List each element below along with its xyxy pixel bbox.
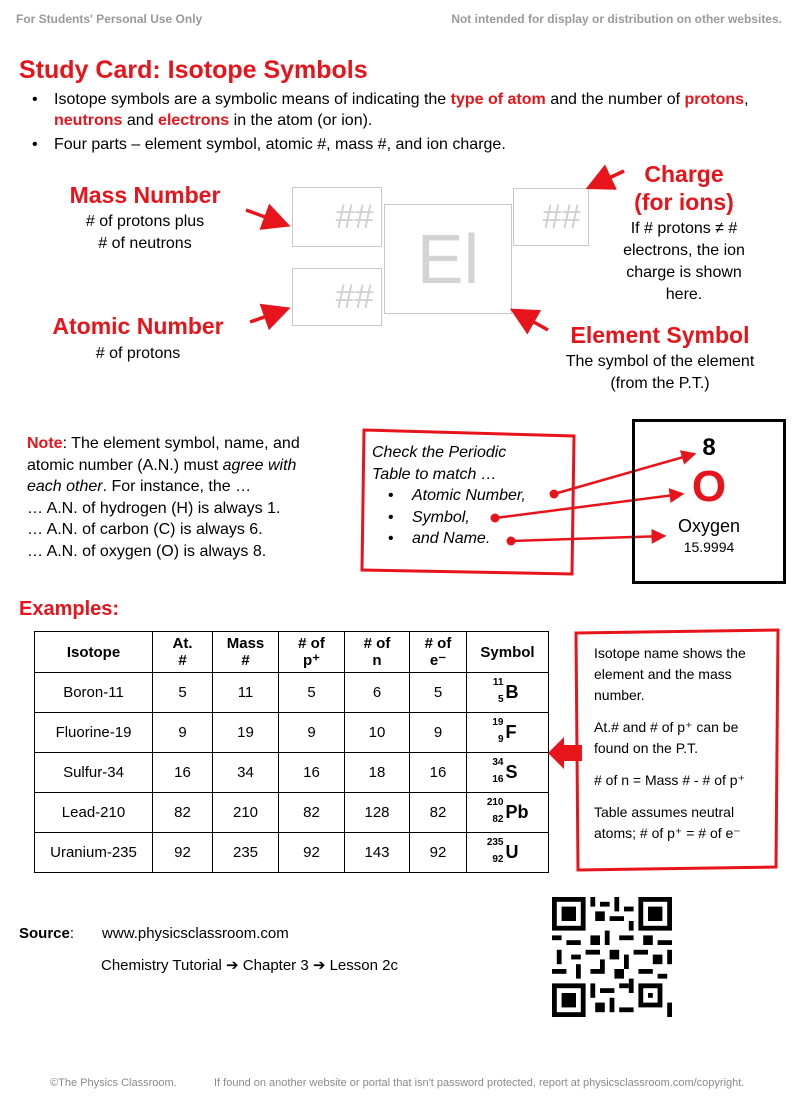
check-item: • Atomic Number,	[372, 485, 559, 507]
arrow-atomic	[250, 310, 284, 322]
table-row: Lead-210 82 210 82 128 82 210 82 Pb	[35, 793, 549, 833]
table-header-row	[35, 632, 549, 673]
table-row: Sulfur-34 16 34 16 18 16 34 16 S	[35, 753, 549, 793]
header-left: For Students' Personal Use Only	[16, 12, 203, 26]
footer-copyright: ©The Physics Classroom.	[50, 1077, 177, 1089]
charge-placeholder-box: ##	[513, 188, 589, 246]
col-n: # of n	[345, 632, 410, 673]
col-e: # of e⁻	[410, 632, 467, 673]
info-box: Isotope name shows the element and the mass number. At.# and # of p⁺ can be found on the P.T. # of n = Mass # - # of p⁺ Table assumes neutral atoms; # of p⁺ = # of e⁻	[594, 645, 746, 841]
atomic-placeholder-box: ##	[292, 268, 382, 326]
periodic-table-cell	[632, 419, 786, 584]
bullet-2: • Four parts – element symbol, atomic #, mass #, and ion charge.	[30, 134, 790, 155]
table-row: Fluorine-19 9 19 9 10 9 19 9 F	[35, 713, 549, 753]
col-p: # of p⁺	[279, 632, 345, 673]
table-row: Uranium-235 92 235 92 143 92 235 92 U	[35, 833, 549, 873]
check-item: • and Name.	[372, 528, 559, 550]
note-text: Note: The element symbol, name, and atomic number (A.N.) must agree with each other. For instance, the … … A.N. of hydrogen (H) is always 1. … A.N. of carbon (C) is always 6. … A.N. of oxygen (O) is always 8.	[27, 435, 300, 560]
element-symbol-label: Element Symbol The symbol of the element (from the P.T.)	[565, 322, 755, 392]
mass-placeholder-box: ##	[292, 187, 382, 247]
arrow-right-icon: ➔	[226, 957, 239, 974]
col-at: At. #	[153, 632, 213, 673]
bullet-1: • Isotope symbols are a symbolic means of indicating the type of atom and the number of protons, neutrons and electrons in the atom (or ion).	[30, 89, 790, 131]
atomic-number-label: Atomic Number # of protons	[52, 313, 224, 362]
arrow-symbol	[516, 312, 548, 330]
table-row: Boron-11 5 11 5 6 5 11 5 B	[35, 673, 549, 713]
page-title: Study Card: Isotope Symbols	[19, 56, 368, 84]
arrow-right-icon: ➔	[312, 957, 326, 974]
col-isotope: Isotope	[35, 632, 153, 673]
isotope-symbol: 34 16 S	[492, 756, 518, 785]
arrow-mass	[246, 210, 284, 224]
pt-atomic-number: 8	[702, 434, 716, 461]
header-right: Not intended for display or distribution on other websites.	[451, 12, 782, 26]
col-mass: Mass #	[213, 632, 279, 673]
col-symbol: Symbol	[467, 632, 549, 673]
isotope-symbol: 11 5 B	[492, 676, 519, 705]
element-placeholder-box: El	[384, 204, 512, 314]
charge-label: Charge (for ions) If # protons ≠ # electrons, the ion charge is shown here.	[623, 161, 745, 303]
check-item: • Symbol,	[372, 507, 559, 529]
mass-number-label: Mass Number # of protons plus # of neutrons	[69, 182, 221, 252]
pt-symbol: O	[691, 462, 727, 511]
isotope-table	[34, 631, 549, 873]
footer-report: If found on another website or portal that isn't password protected, report at physicsclassroom.com/copyright.	[214, 1077, 745, 1089]
source-block: Source: www.physicsclassroom.com Chemistry Tutorial ➔ Chapter 3 ➔ Lesson 2c	[19, 925, 398, 974]
pt-name: Oxygen	[677, 516, 741, 536]
check-periodic-box: Check the Periodic Table to match … • Atomic Number, • Symbol, • and Name.	[358, 432, 573, 572]
isotope-symbol: 235 92 U	[486, 836, 519, 865]
qr-code-icon[interactable]	[552, 897, 672, 1017]
arrow-charge	[592, 171, 624, 186]
isotope-symbol: 19 9 F	[492, 716, 517, 745]
source-url[interactable]: www.physicsclassroom.com	[102, 925, 289, 942]
isotope-symbol: 210 82 Pb	[486, 796, 529, 825]
examples-heading: Examples:	[19, 598, 120, 620]
pt-mass: 15.9994	[683, 539, 735, 555]
